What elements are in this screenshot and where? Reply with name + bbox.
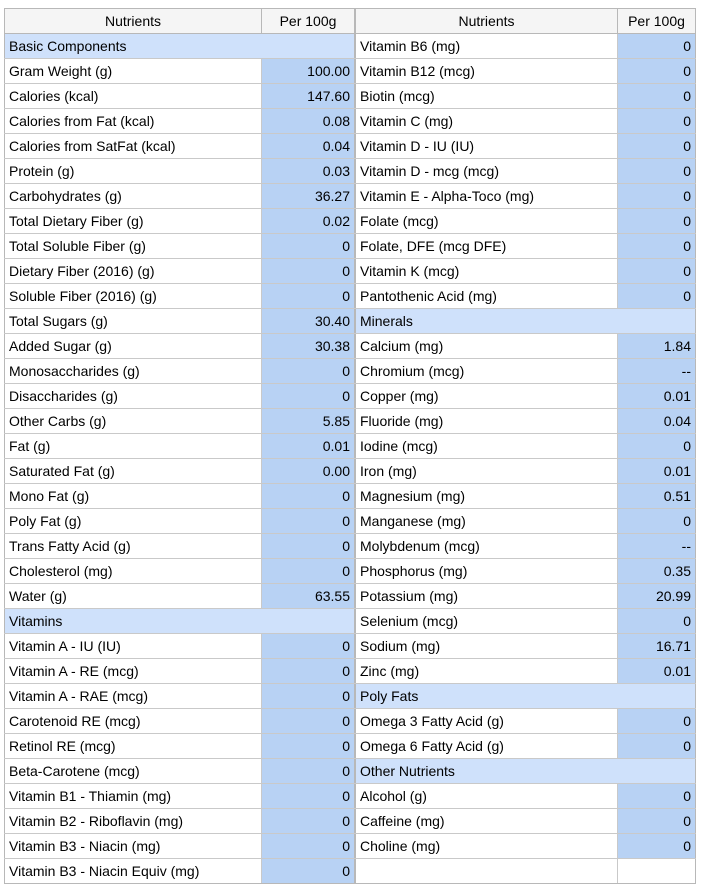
empty-cell	[618, 859, 696, 884]
nutrient-name: Carotenoid RE (mcg)	[5, 709, 262, 734]
nutrient-value: 0	[618, 159, 696, 184]
nutrient-value: 0.04	[262, 134, 355, 159]
nutrient-name: Vitamin B12 (mcg)	[356, 59, 618, 84]
nutrient-value: 1.84	[618, 334, 696, 359]
nutrient-row[interactable]	[356, 434, 696, 459]
nutrient-row[interactable]	[356, 734, 696, 759]
nutrient-row[interactable]	[5, 459, 355, 484]
nutrient-name: Iron (mg)	[356, 459, 618, 484]
nutrient-value: 0	[618, 284, 696, 309]
nutrient-name: Total Dietary Fiber (g)	[5, 209, 262, 234]
nutrient-row[interactable]	[5, 534, 355, 559]
nutrient-row[interactable]	[356, 234, 696, 259]
nutrient-name: Alcohol (g)	[356, 784, 618, 809]
section-label: Basic Components	[5, 34, 355, 59]
nutrient-name: Selenium (mcg)	[356, 609, 618, 634]
nutrient-name: Calories from SatFat (kcal)	[5, 134, 262, 159]
nutrient-value: 0	[262, 784, 355, 809]
nutrient-row[interactable]	[356, 359, 696, 384]
nutrient-value: 0	[618, 834, 696, 859]
nutrient-name: Calories from Fat (kcal)	[5, 109, 262, 134]
nutrient-name: Vitamin D - IU (IU)	[356, 134, 618, 159]
nutrient-row[interactable]	[5, 59, 355, 84]
nutrient-name: Cholesterol (mg)	[5, 559, 262, 584]
nutrient-row[interactable]	[5, 559, 355, 584]
nutrient-row[interactable]	[5, 684, 355, 709]
nutrient-row[interactable]	[5, 734, 355, 759]
nutrient-value: 0	[618, 134, 696, 159]
nutrient-row[interactable]	[5, 859, 355, 884]
nutrient-name: Choline (mg)	[356, 834, 618, 859]
section-header-row	[5, 34, 355, 59]
section-label: Other Nutrients	[356, 759, 696, 784]
nutrient-value: 0	[618, 509, 696, 534]
nutrient-name: Mono Fat (g)	[5, 484, 262, 509]
nutrient-value: 0	[262, 384, 355, 409]
nutrient-row[interactable]	[356, 59, 696, 84]
nutrient-row[interactable]	[356, 409, 696, 434]
section-label: Minerals	[356, 309, 696, 334]
nutrient-name: Calories (kcal)	[5, 84, 262, 109]
nutrient-name: Vitamin B6 (mg)	[356, 34, 618, 59]
nutrient-value: 0	[618, 734, 696, 759]
nutrient-value: 0	[262, 684, 355, 709]
nutrient-name: Sodium (mg)	[356, 634, 618, 659]
nutrient-name: Vitamin E - Alpha-Toco (mg)	[356, 184, 618, 209]
nutrient-value: 0	[262, 759, 355, 784]
nutrient-name: Dietary Fiber (2016) (g)	[5, 259, 262, 284]
nutrient-value: 0	[618, 434, 696, 459]
nutrient-row[interactable]	[5, 159, 355, 184]
nutrient-value: 0	[262, 709, 355, 734]
nutrient-name: Vitamin A - RE (mcg)	[5, 659, 262, 684]
nutrient-row[interactable]	[5, 809, 355, 834]
nutrient-name: Poly Fat (g)	[5, 509, 262, 534]
section-label: Vitamins	[5, 609, 355, 634]
nutrient-name: Molybdenum (mcg)	[356, 534, 618, 559]
nutrient-row[interactable]	[356, 559, 696, 584]
nutrient-name: Monosaccharides (g)	[5, 359, 262, 384]
nutrient-value: 0	[262, 834, 355, 859]
nutrient-row[interactable]	[356, 634, 696, 659]
nutrient-value: 0	[262, 484, 355, 509]
nutrient-name: Other Carbs (g)	[5, 409, 262, 434]
section-label: Poly Fats	[356, 684, 696, 709]
nutrient-value: 0.03	[262, 159, 355, 184]
nutrient-name: Folate (mcg)	[356, 209, 618, 234]
nutrient-name: Pantothenic Acid (mg)	[356, 284, 618, 309]
nutrient-value: 0	[262, 359, 355, 384]
nutrient-name: Vitamin B3 - Niacin Equiv (mg)	[5, 859, 262, 884]
nutrient-name: Total Soluble Fiber (g)	[5, 234, 262, 259]
nutrient-name: Gram Weight (g)	[5, 59, 262, 84]
nutrient-row[interactable]	[356, 334, 696, 359]
nutrient-row[interactable]	[356, 134, 696, 159]
nutrient-row[interactable]	[5, 784, 355, 809]
nutrient-value: 0.01	[618, 384, 696, 409]
nutrient-row[interactable]	[356, 834, 696, 859]
nutrient-value: 0	[618, 259, 696, 284]
nutrient-value: 30.38	[262, 334, 355, 359]
nutrient-value: 0	[618, 209, 696, 234]
nutrient-row[interactable]	[356, 509, 696, 534]
nutrient-row[interactable]	[5, 484, 355, 509]
nutrition-facts	[4, 8, 694, 884]
nutrient-table-left	[4, 8, 355, 884]
nutrient-name: Saturated Fat (g)	[5, 459, 262, 484]
nutrient-list-left	[5, 34, 355, 884]
nutrient-row[interactable]	[356, 484, 696, 509]
nutrient-value: 0	[618, 184, 696, 209]
nutrient-name: Protein (g)	[5, 159, 262, 184]
nutrient-value: 30.40	[262, 309, 355, 334]
nutrient-value: 0	[262, 634, 355, 659]
nutrient-name: Vitamin C (mg)	[356, 109, 618, 134]
nutrient-value: 16.71	[618, 634, 696, 659]
nutrient-row[interactable]	[5, 659, 355, 684]
nutrient-value: 0.35	[618, 559, 696, 584]
nutrient-value: 0.04	[618, 409, 696, 434]
header-row	[5, 9, 355, 34]
column-header-nutrients[interactable]: Nutrients	[356, 9, 618, 34]
nutrient-row[interactable]	[356, 159, 696, 184]
column-header-nutrients[interactable]: Nutrients	[5, 9, 262, 34]
section-header-row	[356, 759, 696, 784]
nutrient-row[interactable]	[5, 384, 355, 409]
nutrient-row[interactable]	[356, 109, 696, 134]
nutrient-value: 0	[262, 559, 355, 584]
nutrient-value: 0	[262, 859, 355, 884]
nutrient-row[interactable]	[5, 309, 355, 334]
nutrient-row[interactable]	[5, 234, 355, 259]
nutrient-name: Trans Fatty Acid (g)	[5, 534, 262, 559]
nutrient-name: Caffeine (mg)	[356, 809, 618, 834]
nutrient-value: 0	[618, 234, 696, 259]
nutrient-row[interactable]	[5, 759, 355, 784]
nutrient-name: Iodine (mcg)	[356, 434, 618, 459]
nutrient-value: 63.55	[262, 584, 355, 609]
nutrient-row[interactable]	[5, 134, 355, 159]
nutrient-name: Vitamin B3 - Niacin (mg)	[5, 834, 262, 859]
section-header-row	[5, 609, 355, 634]
nutrient-name: Soluble Fiber (2016) (g)	[5, 284, 262, 309]
nutrient-value: 0.51	[618, 484, 696, 509]
nutrient-value: --	[618, 534, 696, 559]
nutrient-row[interactable]	[5, 284, 355, 309]
nutrient-row[interactable]	[5, 709, 355, 734]
nutrient-value: 0	[618, 809, 696, 834]
nutrient-row[interactable]	[356, 659, 696, 684]
nutrient-name: Zinc (mg)	[356, 659, 618, 684]
nutrient-row[interactable]	[5, 409, 355, 434]
nutrient-value: 0	[262, 734, 355, 759]
nutrient-row[interactable]	[356, 384, 696, 409]
nutrient-value: 0	[618, 709, 696, 734]
nutrient-value: 0	[262, 659, 355, 684]
nutrient-value: 0	[262, 259, 355, 284]
nutrient-value: 0.00	[262, 459, 355, 484]
nutrient-name: Magnesium (mg)	[356, 484, 618, 509]
nutrient-name: Biotin (mcg)	[356, 84, 618, 109]
nutrient-row[interactable]	[5, 334, 355, 359]
nutrient-name: Folate, DFE (mcg DFE)	[356, 234, 618, 259]
column-header-per-100g[interactable]: Per 100g	[618, 9, 696, 34]
nutrient-name: Total Sugars (g)	[5, 309, 262, 334]
nutrient-value: 0.01	[262, 434, 355, 459]
nutrient-row[interactable]	[356, 709, 696, 734]
empty-cell	[356, 859, 618, 884]
nutrient-row[interactable]	[356, 809, 696, 834]
nutrient-name: Copper (mg)	[356, 384, 618, 409]
nutrient-row[interactable]	[5, 634, 355, 659]
nutrient-value: 0.01	[618, 659, 696, 684]
nutrient-row[interactable]	[5, 359, 355, 384]
nutrient-value: 0	[618, 84, 696, 109]
column-header-per-100g[interactable]: Per 100g	[262, 9, 355, 34]
nutrient-row[interactable]	[356, 584, 696, 609]
nutrient-row[interactable]	[5, 84, 355, 109]
nutrient-row[interactable]	[356, 284, 696, 309]
nutrient-name: Omega 6 Fatty Acid (g)	[356, 734, 618, 759]
empty-row	[356, 859, 696, 884]
nutrient-name: Carbohydrates (g)	[5, 184, 262, 209]
nutrient-name: Vitamin B1 - Thiamin (mg)	[5, 784, 262, 809]
nutrient-value: 20.99	[618, 584, 696, 609]
nutrient-name: Fluoride (mg)	[356, 409, 618, 434]
nutrient-row[interactable]	[356, 784, 696, 809]
nutrient-value: 0	[262, 534, 355, 559]
nutrient-row[interactable]	[5, 259, 355, 284]
nutrient-name: Vitamin B2 - Riboflavin (mg)	[5, 809, 262, 834]
nutrient-value: 0	[262, 234, 355, 259]
nutrient-row[interactable]	[356, 209, 696, 234]
nutrient-value: 0	[262, 509, 355, 534]
nutrient-name: Vitamin A - IU (IU)	[5, 634, 262, 659]
section-header-row	[356, 309, 696, 334]
nutrient-name: Beta-Carotene (mcg)	[5, 759, 262, 784]
nutrient-table-right	[355, 8, 696, 884]
nutrient-row[interactable]	[356, 534, 696, 559]
nutrient-value: 0.08	[262, 109, 355, 134]
nutrient-name: Chromium (mcg)	[356, 359, 618, 384]
nutrient-value: 100.00	[262, 59, 355, 84]
header-row	[356, 9, 696, 34]
nutrient-row[interactable]	[356, 34, 696, 59]
nutrient-name: Disaccharides (g)	[5, 384, 262, 409]
nutrient-value: --	[618, 359, 696, 384]
nutrient-value: 36.27	[262, 184, 355, 209]
nutrient-name: Vitamin K (mcg)	[356, 259, 618, 284]
nutrient-value: 0.01	[618, 459, 696, 484]
nutrient-name: Manganese (mg)	[356, 509, 618, 534]
nutrient-row[interactable]	[5, 834, 355, 859]
nutrient-name: Vitamin A - RAE (mcg)	[5, 684, 262, 709]
nutrient-name: Fat (g)	[5, 434, 262, 459]
nutrient-value: 0	[262, 284, 355, 309]
nutrient-value: 5.85	[262, 409, 355, 434]
nutrient-value: 0	[618, 59, 696, 84]
nutrient-value: 0	[618, 784, 696, 809]
nutrient-list-right	[356, 34, 696, 884]
nutrient-row[interactable]	[5, 434, 355, 459]
nutrient-name: Water (g)	[5, 584, 262, 609]
nutrient-name: Retinol RE (mcg)	[5, 734, 262, 759]
nutrient-row[interactable]	[356, 259, 696, 284]
nutrient-value: 147.60	[262, 84, 355, 109]
nutrient-row[interactable]	[356, 184, 696, 209]
nutrient-tables	[4, 8, 694, 884]
nutrient-value: 0.02	[262, 209, 355, 234]
nutrient-row[interactable]	[5, 584, 355, 609]
nutrient-row[interactable]	[5, 509, 355, 534]
nutrient-value: 0	[618, 609, 696, 634]
nutrient-row[interactable]	[5, 109, 355, 134]
nutrient-name: Phosphorus (mg)	[356, 559, 618, 584]
nutrient-row[interactable]	[356, 84, 696, 109]
nutrient-row[interactable]	[5, 184, 355, 209]
section-header-row	[356, 684, 696, 709]
nutrient-name: Vitamin D - mcg (mcg)	[356, 159, 618, 184]
nutrient-value: 0	[618, 34, 696, 59]
nutrient-value: 0	[618, 109, 696, 134]
nutrient-row[interactable]	[356, 459, 696, 484]
nutrient-name: Added Sugar (g)	[5, 334, 262, 359]
nutrient-row[interactable]	[5, 209, 355, 234]
nutrient-row[interactable]	[356, 609, 696, 634]
nutrient-name: Calcium (mg)	[356, 334, 618, 359]
nutrient-name: Potassium (mg)	[356, 584, 618, 609]
nutrient-name: Omega 3 Fatty Acid (g)	[356, 709, 618, 734]
nutrient-value: 0	[262, 809, 355, 834]
